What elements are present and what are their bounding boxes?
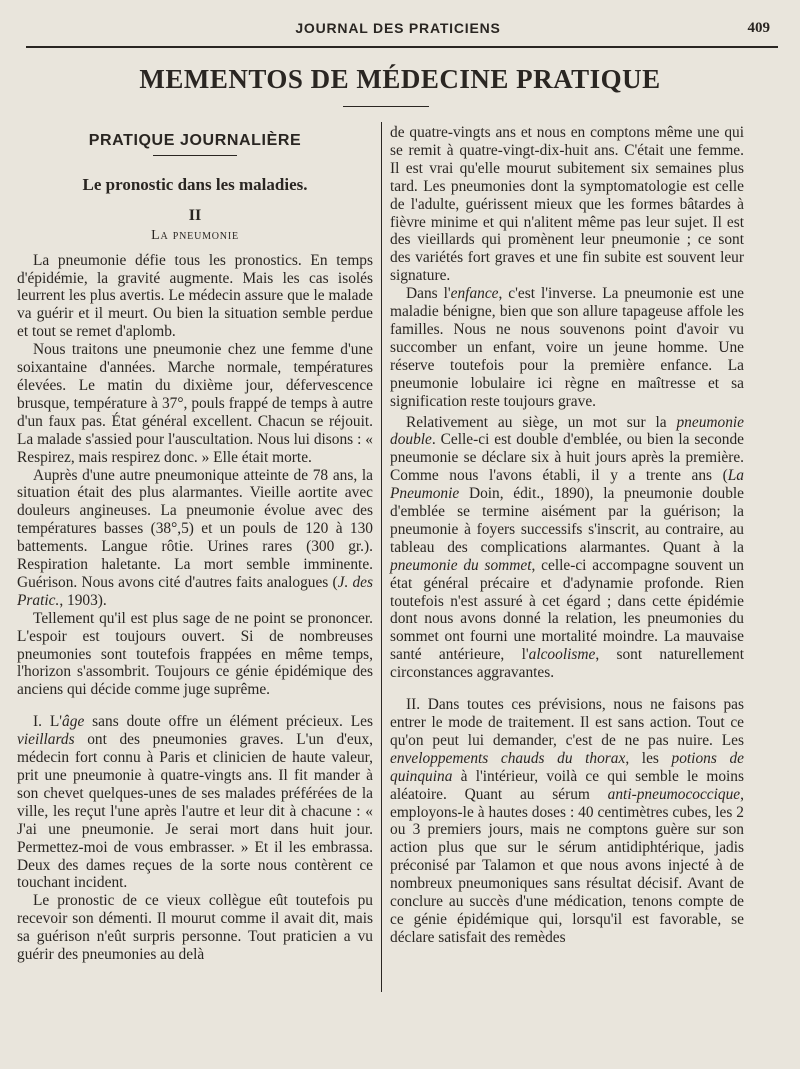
- article-title: Le pronostic dans les maladies.: [82, 174, 308, 194]
- page-title: MEMENTOS DE MÉDECINE PRATIQUE: [139, 64, 661, 94]
- paragraph: de quatre-vingts ans et nous en comptons même une qui se remit à quatre-vingt-dix-huit ans. C'était une femme. Il est vrai qu'elle mourut subitement six semaines plus tard. Les pneumonies dont la symptomatologie est celle de l'adulte, guérissent mieux que les formes bâtardes à fièvre minime et qui n'alitent même pas leur sujet. Il est des vieillards qui promènent leur pneumonie ; ce sont des variétés fort graves et une fin subite est souvent leur signature.: [390, 124, 744, 285]
- paragraph: Auprès d'une autre pneumonique atteinte de 78 ans, la situation était des plus alarmantes. Vieille aortite avec douleurs angineuses. La pneumonie évolue avec des températures basses (38°,5) et un pouls de 120 à 130 battements. Langue rôtie. Urines rares (300 gr.). Respiration haletante. La mort semble imminente. Guérison. Nous avons cité d'autres faits analogues (J. des Pratic., 1903).: [17, 466, 373, 609]
- paragraph: La pneumonie défie tous les pronostics. En temps d'épidémie, la gravité augmente. Mais les cas isolés leurrent les plus avertis. Le médecin assure que le malade va guérir et il meurt. Ou bien la situation semble perdue et tout se remet d'aplomb.: [17, 251, 373, 341]
- paragraph: Tellement qu'il est plus sage de ne point se prononcer. L'espoir est toujours ouvert. Si de nombreuses pneumonies sont toutefois frappées en même temps, l'horizon s'assombrit. Toujours ce génie épidémique des anciens qui décide comme juge suprême.: [17, 609, 373, 699]
- paragraph: Dans l'enfance, c'est l'inverse. La pneumonie est une maladie bénigne, bien que son allure tapageuse affole les familles. Nous ne nous souvenons point d'avoir vu succomber un enfant, voire un jeune homme. Une réserve toutefois pour la première enfance. La pneumonie lobulaire ici règne en maîtresse et sa signification reste toujours grave.: [390, 285, 745, 410]
- header-rule: [26, 46, 778, 48]
- title-rule: [343, 106, 429, 107]
- left-column: [17, 124, 373, 964]
- paragraph: II. Dans toutes ces prévisions, nous ne faisons pas entrer le mode de traitement. Il est sans action. Tout ce qu'on peut lui demander, c'est de ne pas nuire. Les enveloppements chauds du thorax, les potions de quinquina à l'intérieur, voilà ce qui semble le moins aléatoire. Quant au sérum anti-pneumococcique, employons-le à hautes doses : 40 centimètres cubes, les 2 ou 3 premiers jours, mais ne comptons guère sur son action plus que sur le sérum antidiphtérique, jadis préconisé par Talamon et que nous avons injecté à de nombreux pneumoniques sans résultat décisif. Avant de conclure au succès d'une médication, tenons compte de ce génie épidémique qui, lorsqu'il est favorable, se déclare satisfait des remèdes: [390, 696, 744, 946]
- column-divider: [381, 122, 382, 992]
- article-subheading: La pneumonie: [151, 227, 239, 243]
- right-column: [390, 124, 744, 947]
- paragraph: Relativement au siège, un mot sur la pneumonie double. Celle-ci est double d'emblée, ou bien la seconde pneumonie se déclare six à huit jours après la première. Comme nous l'avons établi, il y a trente ans (La Pneumonie Doin, édit., 1890), la pneumonie double d'emblée se termine aisément par la guérison; la pneumonie à foyers successifs s'inscrit, au contraire, au tableau des complications alarmantes. Quant à la pneumonie du sommet, celle-ci accompagne souvent un état général précaire et d'adynamie profonde. Rien toutefois n'est assuré à cet égard ; dans cette épidémie dont nous avons donné la relation, les pneumonies du sommet ont fourni une mortalité moindre. La mauvaise santé antérieure, l'alcoolisme, sont naturellement circonstances aggravantes.: [390, 413, 745, 682]
- paragraph: Nous traitons une pneumonie chez une femme d'une soixantaine d'années. Marche normale, températures élevées. Le matin du dixième jour, défervescence brusque, température à 37°, pouls frappé de temps à autre d'un faux pas. État général excellent. Chacun se réjouit. La malade s'assied pour l'auscultation. Nous lui disons : « Respirez, mais respirez donc. » Elle était morte.: [17, 341, 373, 466]
- section-rule: [153, 155, 237, 156]
- running-header: [18, 18, 778, 44]
- page-number: 409: [747, 20, 770, 36]
- running-title: JOURNAL DES PRATICIENS: [295, 20, 501, 36]
- paragraph: Le pronostic de ce vieux collègue eût toutefois pu recevoir son démenti. Il mourut comme il avait dit, mais sa guérison n'eût surpris personne. Tout praticien a vu guérir des pneumonies au delà: [17, 892, 373, 964]
- paragraph: I. L'âge sans doute offre un élément précieux. Les vieillards ont des pneumonies graves. L'un d'eux, médecin fort connu à Paris et clinicien de haute valeur, prit une pneumonie à quatre-vingts ans. Il fit mander à son chevet quelques-unes de ses malades préférées de la ville, les reçut l'une après l'autre et leur dit à chacune : « J'ai une pneumonie. Je serai mort dans huit jour. Permettez-moi de vous embrasser. » Et il les embrassa. Deux des dames reçues de la sorte nous contèrent ce touchant incident.: [17, 713, 373, 892]
- article-part-number: II: [188, 206, 202, 224]
- section-title: PRATIQUE JOURNALIÈRE: [88, 132, 302, 149]
